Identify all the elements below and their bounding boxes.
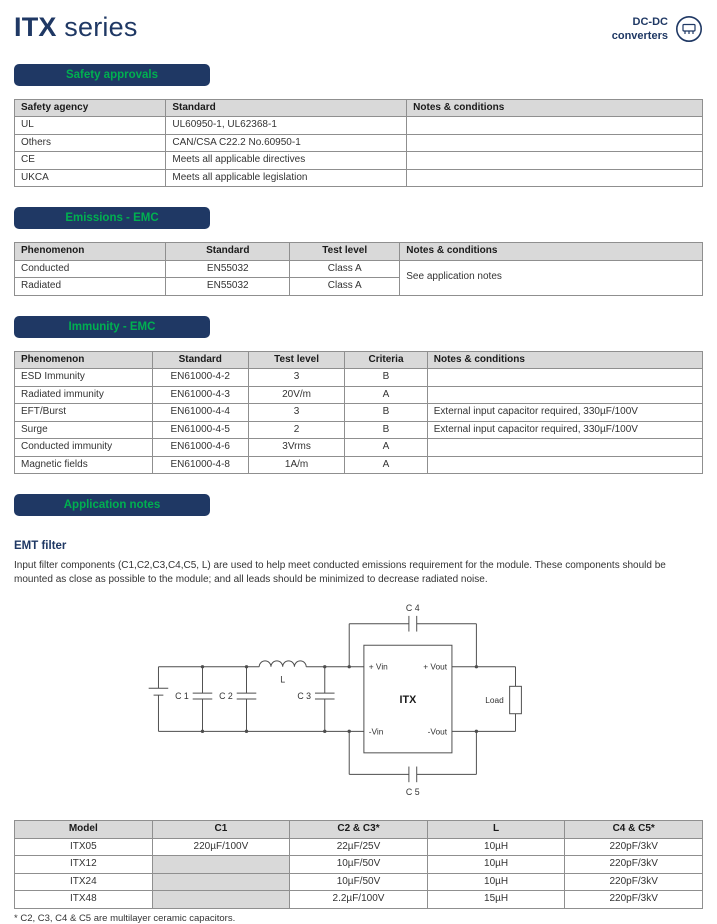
category-line2: converters [611, 30, 668, 43]
table-row [15, 439, 703, 457]
table-cell [427, 369, 702, 387]
table-cell: 22µF/25V [290, 838, 428, 856]
column-header: C4 & C5* [565, 821, 703, 839]
table-cell [427, 456, 702, 474]
emi-filter-circuit-diagram [134, 600, 584, 802]
table-row [15, 456, 703, 474]
emt-filter-heading: EMT filter [14, 540, 67, 553]
table-cell: 220pF/3kV [565, 873, 703, 891]
column-header: C2 & C3* [290, 821, 428, 839]
table-cell: Class A [290, 260, 400, 278]
table-cell: ESD Immunity [15, 369, 153, 387]
table-cell [152, 856, 290, 874]
table-cell: 220pF/3kV [565, 856, 703, 874]
table-cell [407, 152, 703, 170]
label-module-itx: ITX [399, 694, 416, 707]
label-c3: C 3 [296, 691, 311, 702]
table-row [15, 117, 703, 135]
label-vin-negative: -Vin [368, 726, 383, 737]
table-cell: ITX48 [15, 891, 153, 909]
emt-filter-description: Input filter components (C1,C2,C3,C4,C5, L) are used to help meet conducted emissions requirement for the module. These components should be mounted as close as possible to the module; and all leads should be minimized to decrease radiated noise. [14, 560, 666, 585]
table-cell: EN55032 [166, 260, 290, 278]
series-name: ITX [14, 12, 57, 42]
page-header [14, 12, 703, 44]
table-cell: 3 [248, 404, 344, 422]
table-cell: ITX24 [15, 873, 153, 891]
product-category [612, 15, 703, 44]
table-cell: B [345, 404, 428, 422]
table-row [15, 891, 703, 909]
table-cell: Radiated [15, 278, 166, 296]
label-vout-negative: -Vout [427, 726, 447, 737]
table-cell: A [345, 456, 428, 474]
table-cell: CAN/CSA C22.2 No.60950-1 [166, 134, 407, 152]
table-cell: Meets all applicable legislation [166, 169, 407, 187]
column-header: Test level [248, 351, 344, 369]
table-cell: UL [15, 117, 166, 135]
table-cell: EN61000-4-5 [152, 421, 248, 439]
section-badge-safety-approvals: Safety approvals [14, 64, 210, 86]
table-cell: External input capacitor required, 330µF/100V [427, 421, 702, 439]
table-cell: EN61000-4-8 [152, 456, 248, 474]
section-badge-emissions-emc: Emissions - EMC [14, 207, 210, 229]
label-load: Load [484, 695, 504, 706]
label-c5: C 5 [405, 787, 420, 798]
table-cell: 1A/m [248, 456, 344, 474]
table-cell [427, 439, 702, 457]
table-cell: See application notes [400, 260, 703, 295]
table-cell [152, 873, 290, 891]
immunity-emc-table [14, 351, 703, 475]
label-c2: C 2 [218, 691, 233, 702]
table-cell: Magnetic fields [15, 456, 153, 474]
table-cell: 10µH [427, 856, 565, 874]
table-cell: External input capacitor required, 330µF/100V [427, 404, 702, 422]
table-cell: 10µF/50V [290, 856, 428, 874]
table-cell: Surge [15, 421, 153, 439]
table-cell: ITX12 [15, 856, 153, 874]
column-header: C1 [152, 821, 290, 839]
table-cell: A [345, 439, 428, 457]
circuit-wires [148, 616, 521, 782]
table-cell: 220µF/100V [152, 838, 290, 856]
table-cell: 10µH [427, 873, 565, 891]
column-header: Standard [166, 243, 290, 261]
column-header: Notes & conditions [407, 99, 703, 117]
table-cell [407, 169, 703, 187]
table-cell [407, 134, 703, 152]
label-vin-positive: + Vin [368, 661, 388, 672]
table-cell: CE [15, 152, 166, 170]
label-c1: C 1 [174, 691, 189, 702]
table-cell: 3 [248, 369, 344, 387]
table-row [15, 838, 703, 856]
table-cell [427, 386, 702, 404]
table-row [15, 386, 703, 404]
table-cell: ITX05 [15, 838, 153, 856]
table-header-row [15, 351, 703, 369]
table-footnote: * C2, C3, C4 & C5 are multilayer ceramic capacitors. [14, 912, 236, 924]
column-header: Standard [152, 351, 248, 369]
emissions-emc-table [14, 242, 703, 296]
emi-filter-diagram-container [134, 600, 584, 807]
table-cell: 220pF/3kV [565, 838, 703, 856]
section-badge-immunity-emc: Immunity - EMC [14, 316, 210, 338]
table-cell: Class A [290, 278, 400, 296]
table-cell: EFT/Burst [15, 404, 153, 422]
table-cell [407, 117, 703, 135]
table-cell: 2.2µF/100V [290, 891, 428, 909]
table-cell: 2 [248, 421, 344, 439]
table-row [15, 169, 703, 187]
table-cell: EN61000-4-6 [152, 439, 248, 457]
table-cell: B [345, 369, 428, 387]
table-header-row [15, 99, 703, 117]
column-header: Safety agency [15, 99, 166, 117]
table-row [15, 369, 703, 387]
table-cell: B [345, 421, 428, 439]
page-title [14, 12, 138, 43]
column-header: L [427, 821, 565, 839]
table-cell: A [345, 386, 428, 404]
table-row [15, 873, 703, 891]
table-row [15, 856, 703, 874]
table-cell: Conducted [15, 260, 166, 278]
label-c4: C 4 [405, 603, 420, 614]
column-header: Phenomenon [15, 243, 166, 261]
table-row [15, 260, 703, 278]
table-cell: EN61000-4-3 [152, 386, 248, 404]
table-cell: Conducted immunity [15, 439, 153, 457]
category-label [612, 15, 668, 44]
safety-approvals-table [14, 99, 703, 188]
table-cell: Others [15, 134, 166, 152]
column-header: Phenomenon [15, 351, 153, 369]
column-header: Criteria [345, 351, 428, 369]
dcdc-converter-icon [675, 15, 703, 43]
table-cell: UL60950-1, UL62368-1 [166, 117, 407, 135]
table-cell: EN55032 [166, 278, 290, 296]
table-cell: Radiated immunity [15, 386, 153, 404]
label-inductor: L [279, 674, 285, 685]
table-cell: 15µH [427, 891, 565, 909]
table-cell: 220pF/3kV [565, 891, 703, 909]
series-suffix: series [56, 12, 138, 42]
column-header: Model [15, 821, 153, 839]
table-header-row [15, 821, 703, 839]
table-header-row [15, 243, 703, 261]
column-header: Notes & conditions [427, 351, 702, 369]
table-row [15, 421, 703, 439]
category-line1: DC-DC [632, 16, 668, 28]
table-cell: 3Vrms [248, 439, 344, 457]
table-cell: 10µF/50V [290, 873, 428, 891]
table-cell: 20V/m [248, 386, 344, 404]
table-cell: EN61000-4-4 [152, 404, 248, 422]
table-cell [152, 891, 290, 909]
table-row [15, 404, 703, 422]
filter-components-table [14, 820, 703, 909]
column-header: Standard [166, 99, 407, 117]
table-row [15, 134, 703, 152]
column-header: Notes & conditions [400, 243, 703, 261]
table-cell: Meets all applicable directives [166, 152, 407, 170]
label-vout-positive: + Vout [422, 661, 447, 672]
table-cell: UKCA [15, 169, 166, 187]
table-cell: 10µH [427, 838, 565, 856]
column-header: Test level [290, 243, 400, 261]
section-badge-application-notes: Application notes [14, 494, 210, 516]
table-row [15, 152, 703, 170]
table-cell: EN61000-4-2 [152, 369, 248, 387]
